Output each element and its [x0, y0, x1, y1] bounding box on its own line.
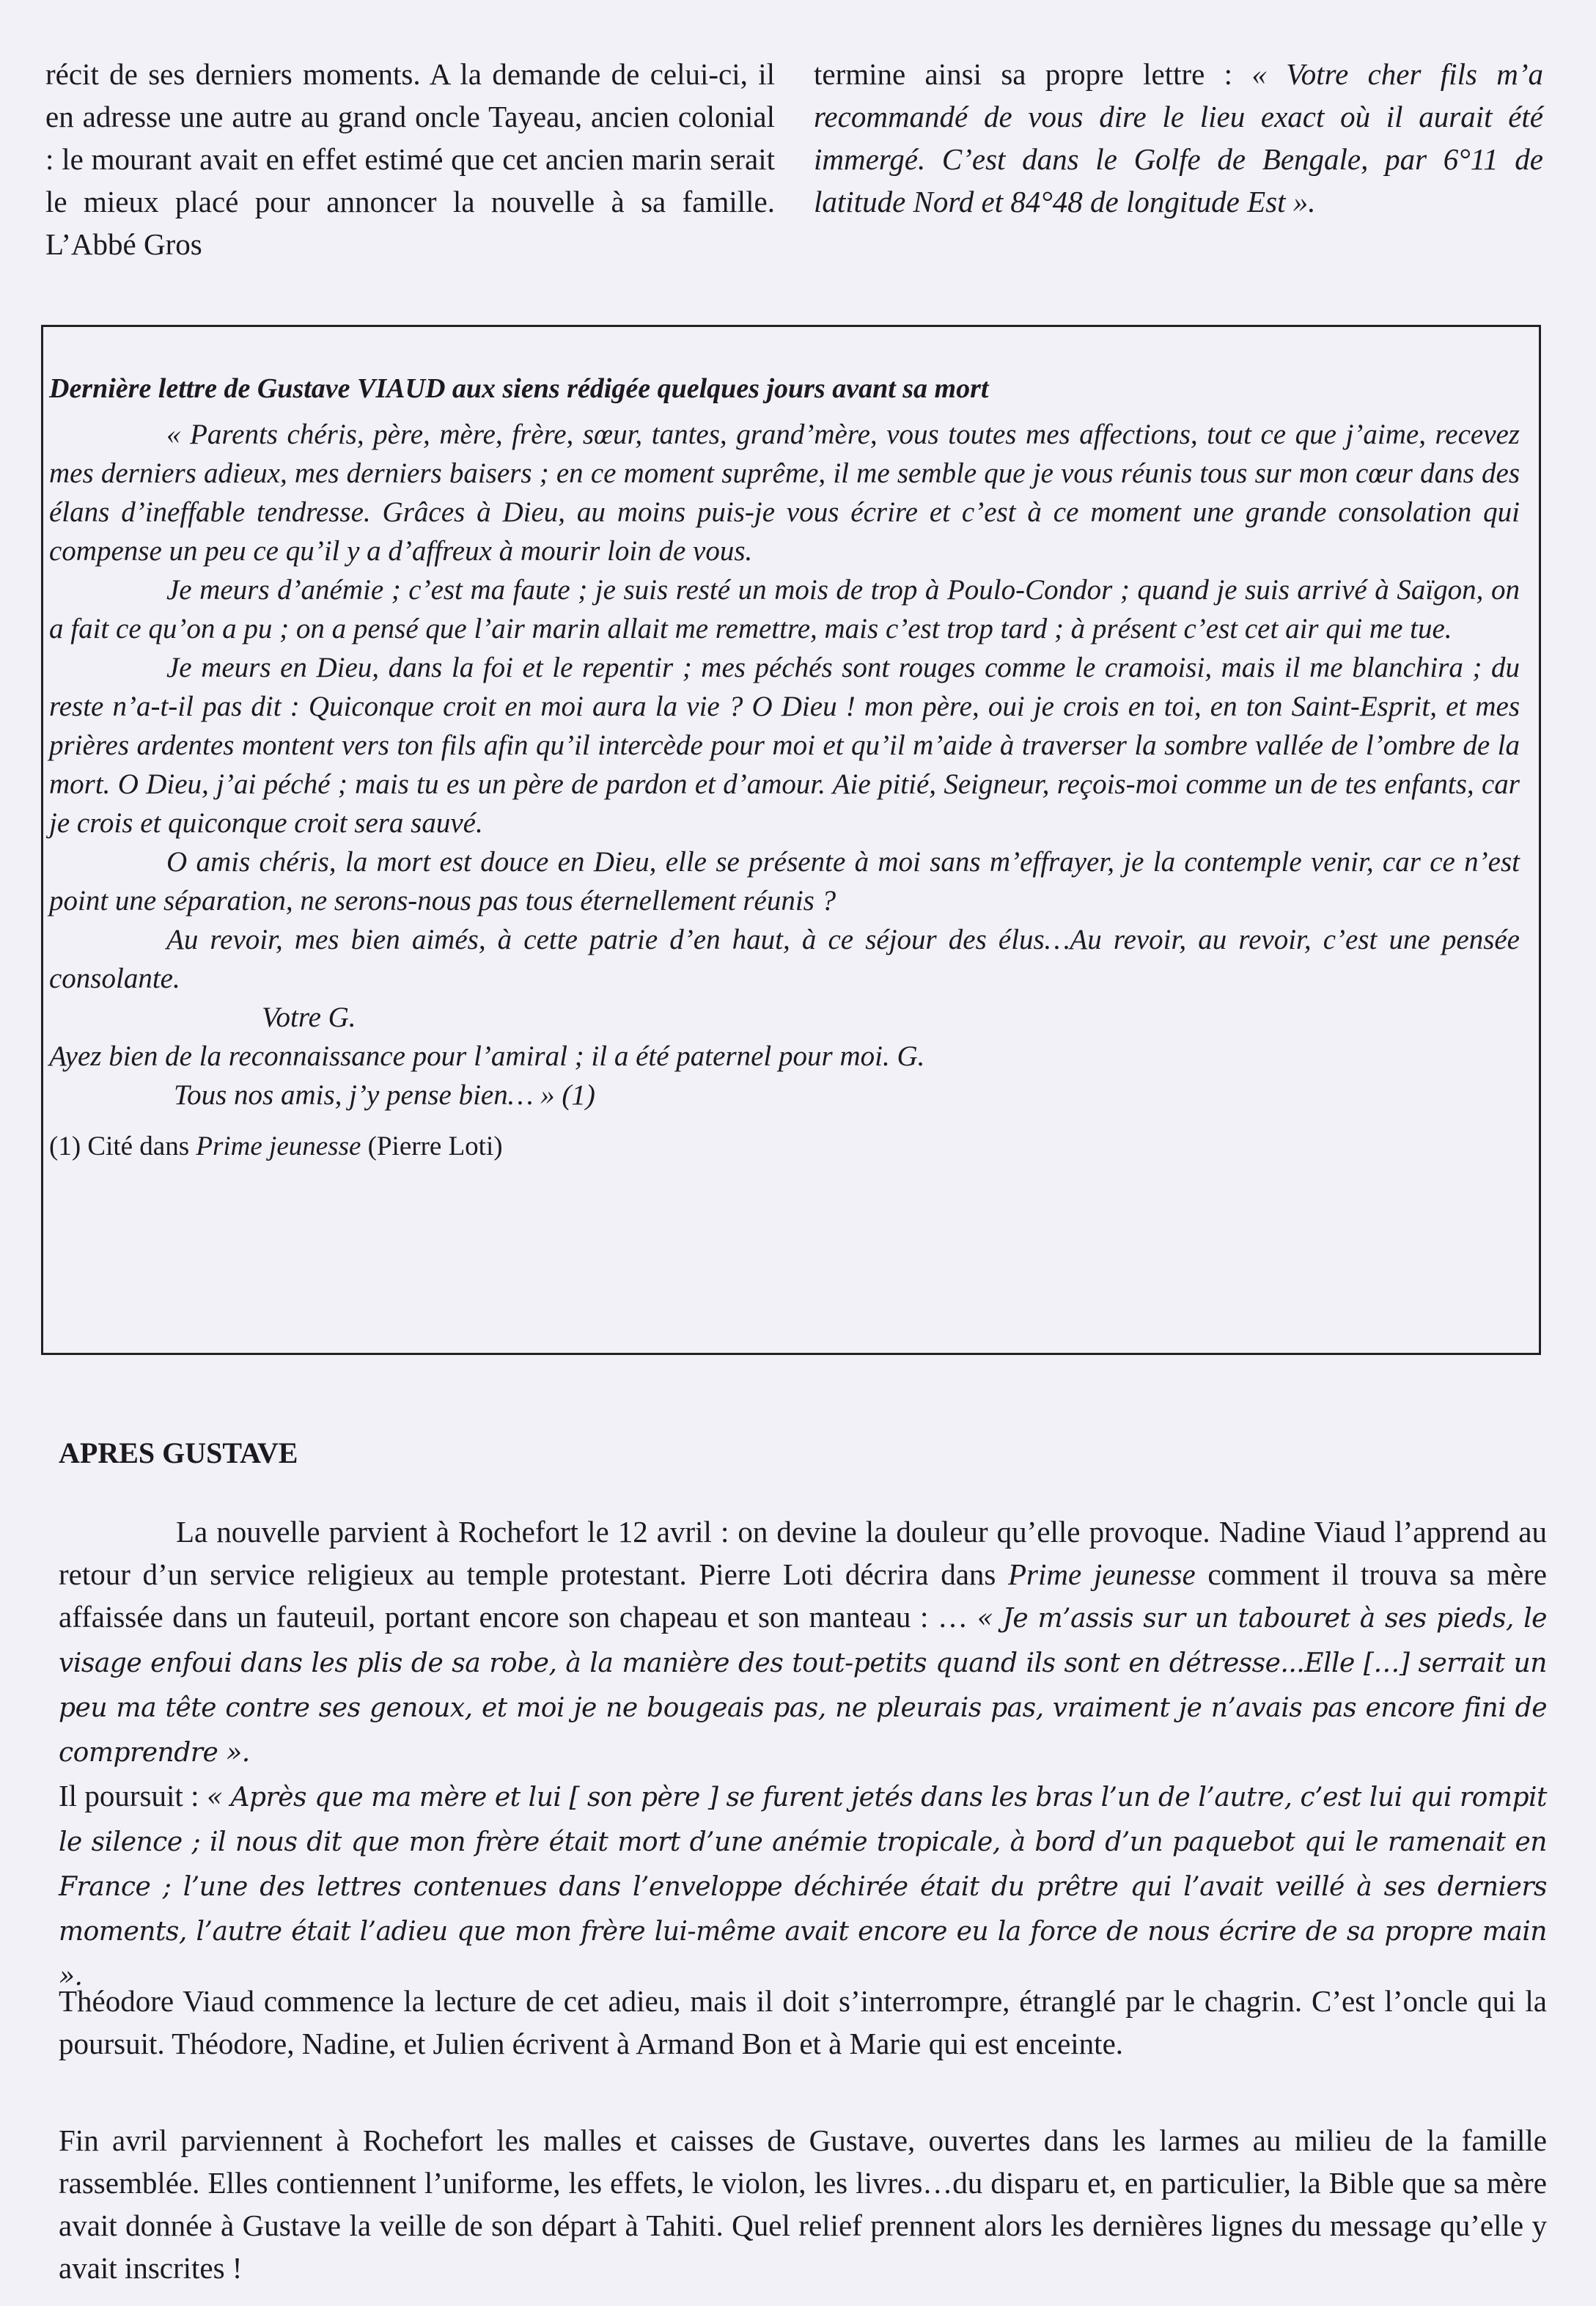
- letter-paragraph: O amis chéris, la mort est douce en Dieu, elle se présente à moi sans m’effrayer, je la contemple venir, car ce n’est point une séparation, ne serons-nous pas tous éternellement réunis ?: [49, 846, 1520, 917]
- left-column-text: [45, 53, 775, 265]
- letter-paragraph: Je meurs d’anémie ; c’est ma faute ; je suis resté un mois de trop à Poulo-Condor ; quand je suis arrivé à Saïgon, on a fait ce qu’on a pu ; on a pensé que l’air marin allait me remettre, mais c’est trop tard ; à présent c’est cet air qui me tue.: [49, 574, 1520, 645]
- quote: « Après que ma mère et lui [ son père ] se furent jetés dans les bras l’un de l’autre, c’est lui qui rompit le silence ; il nous dit que mon frère était mort d’une anémie tropicale, à bord d’un paquebot qui le ramenait en France ; l’une des lettres contenues dans l’enveloppe déchirée était du prêtre qui l’avait veillé à ses derniers moments, l’autre était l’adieu que mon frère lui-même avait encore eu la force de nous écrire de sa propre main ».: [59, 1782, 1548, 1991]
- paragraph: Théodore Viaud commence la lecture de cet adieu, mais il doit s’interrompre, étranglé par le chagrin. C’est l’oncle qui la poursuit. Théodore, Nadine, et Julien écrivent à Armand Bon et à Marie qui est enceinte.: [59, 1984, 1547, 2060]
- paragraph: [59, 1510, 1547, 1774]
- footnote-title: Prime jeunesse: [196, 1131, 361, 1161]
- footnote-suffix: (Pierre Loti): [361, 1131, 503, 1161]
- quote: « Je m’assis sur un tabouret à ses pieds, le visage enfoui dans les plis de sa robe, à la manière des tout-petits quand ils sont en détresse...Elle […] serrait un peu ma tête contre ses genoux, et moi je ne bougeais pas, ne pleurais pas, vraiment je n’avais pas encore fini de comprendre ».: [59, 1604, 1547, 1768]
- paragraph-theodore: [59, 1980, 1547, 2065]
- paragraph-fin-avril: [59, 2119, 1547, 2289]
- paragraph: [59, 1774, 1547, 1998]
- letter-closing: Tous nos amis, j’y pense bien… » (1): [174, 1079, 595, 1111]
- letter-paragraph: Au revoir, mes bien aimés, à cette patrie d’en haut, à ce séjour des élus…Au revoir, au revoir, c’est une pensée consolante.: [49, 924, 1520, 994]
- box-title: Dernière lettre de Gustave VIAUD aux siens rédigée quelques jours avant sa mort: [49, 373, 989, 404]
- letter-paragraph: « Parents chéris, père, mère, frère, sœur, tantes, grand’mère, vous toutes mes affections, tout ce que j’aime, recevez mes derniers adieux, mes derniers baisers ; en ce moment suprême, il me semble que je vous réunis tous sur mon cœur dans des élans d’ineffable tendresse. Grâces à Dieu, au moins puis-je vous écrire et c’est à ce moment une grande consolation qui compense un peu ce qu’il y a d’affreux à mourir loin de vous.: [49, 419, 1520, 567]
- paragraph: Fin avril parviennent à Rochefort les malles et caisses de Gustave, ouvertes dans les larmes au milieu de la famille rassemblée. Elles contiennent l’uniforme, les effets, le violon, les livres…du disparu et, en particulier, la Bible que sa mère avait donnée à Gustave la veille de son départ à Tahiti. Quel relief prennent alors les dernières lignes du message qu’elle y avait inscrites !: [59, 2123, 1547, 2285]
- text: La nouvelle parvient à Rochefort le 12 avril : on devine la douleur qu’elle provoque. Nadine Viaud l’apprend au retour d’un service religieux au temple protestant. Pierre Loti décrira dans: [59, 1515, 1547, 1591]
- intro-text: termine ainsi sa propre lettre :: [814, 57, 1252, 91]
- letter-paragraph: Je meurs en Dieu, dans la foi et le repentir ; mes péchés sont rouges comme le cramoisi, mais il me blanchira ; du reste n’a-t-il pas dit : Quiconque croit en moi aura la vie ? O Dieu ! mon père, oui je crois en toi, en ton Saint-Esprit, et mes prières ardentes montent vers ton fils afin qu’il intercède pour moi et qu’il m’aide à traverser la sombre vallée de l’ombre de la mort. O Dieu, j’ai péché ; mais tu es un père de pardon et d’amour. Aie pitié, Seigneur, reçois-moi comme un de tes enfants, car je crois et quiconque croit sera sauvé.: [49, 652, 1520, 839]
- quote-text: « Votre cher fils m’a recommandé de vous dire le lieu exact où il aurait été immergé. C’est dans le Golfe de Bengale, par 6°11 de latitude Nord et 84°48 de longitude Est ».: [814, 57, 1544, 219]
- letter-signature: Votre G.: [262, 1002, 356, 1033]
- footnote: [49, 1131, 1520, 1162]
- letter-body: [49, 415, 1520, 1115]
- section-heading: APRES GUSTAVE: [59, 1436, 298, 1469]
- book-title: Prime jeunesse: [1008, 1557, 1196, 1591]
- paragraph: [814, 53, 1543, 223]
- paragraph-news: [59, 1510, 1547, 1998]
- right-column-text: [814, 53, 1543, 223]
- letter-postscript: Ayez bien de la reconnaissance pour l’amiral ; il a été paternel pour moi. G.: [49, 1040, 925, 1072]
- text: Il poursuit :: [59, 1779, 207, 1813]
- footnote-prefix: (1) Cité dans: [49, 1131, 196, 1161]
- paragraph: récit de ses derniers moments. A la demande de celui-ci, il en adresse une autre au grand oncle Tayeau, ancien colonial : le mourant avait en effet estimé que cet ancien marin serait le mieux placé pour annoncer la nouvelle à sa famille. L’Abbé Gros: [45, 57, 775, 261]
- letter-box: [41, 325, 1541, 1355]
- text: comment il trouva sa mère affaissée dans un fauteuil, portant encore son chapeau et son manteau : …: [59, 1557, 1548, 1634]
